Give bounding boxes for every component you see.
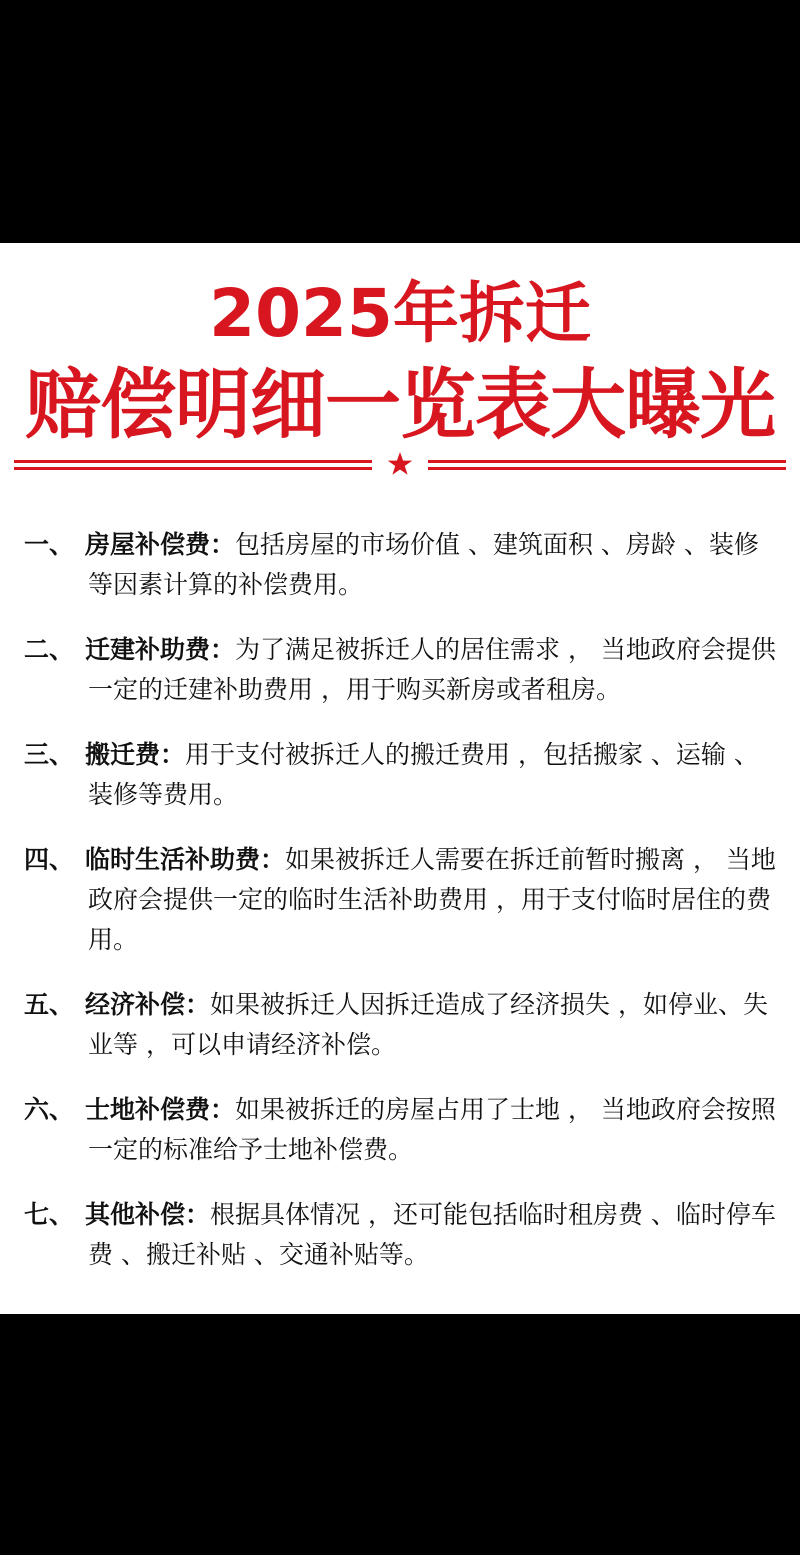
list-item: [24, 840, 780, 960]
list-item: [24, 525, 780, 605]
item-body: 用于支付被拆迁人的搬迁费用 ，包括搬家 、运输 、装修等费用。: [88, 740, 759, 809]
title-line-1: 2025年拆迁: [209, 275, 591, 352]
item-body: 包括房屋的市场价值 、建筑面积 、房龄 、装修等因素计算的补偿费用。: [88, 530, 759, 599]
item-heading: 搬迁费：: [85, 740, 186, 769]
item-heading: 临时生活补助费：: [85, 845, 286, 874]
item-body: 根据具体情况 ，还可能包括临时租房费 、临时停车费 、搬迁补贴 、交通补贴等。: [88, 1200, 776, 1269]
item-body: 为了满足被拆迁人的居住需求 ， 当地政府会提供一定的迁建补助费用 ，用于购买新房或者租房。: [88, 635, 776, 704]
list-item: [24, 1195, 780, 1275]
item-heading: 房屋补偿费：: [85, 530, 236, 559]
list-item: [24, 985, 780, 1065]
divider-rule-left-bottom: [14, 467, 372, 470]
item-body: 如果被拆迁的房屋占用了士地 ， 当地政府会按照一定的标准给予士地补偿费。: [88, 1095, 776, 1164]
title-divider: [14, 451, 786, 485]
item-number: 四、: [24, 845, 75, 874]
divider-rule-right-top: [428, 460, 786, 463]
item-body: 如果被拆迁人需要在拆迁前暂时搬离 ， 当地政府会提供一定的临时生活补助费用 ，用于支付临时居住的费用。: [88, 845, 776, 954]
list-item: [24, 630, 780, 710]
item-number: 七、: [24, 1200, 75, 1229]
title-line-2: 赔偿明细一览表大曝光: [25, 360, 775, 449]
divider-rule-right-bottom: [428, 467, 786, 470]
item-heading: 迁建补助费：: [85, 635, 236, 664]
divider-rule-left-top: [14, 460, 372, 463]
list-item: [24, 735, 780, 815]
item-number: 六、: [24, 1095, 75, 1124]
poster-card: [0, 243, 800, 1314]
compensation-list: [24, 525, 780, 1300]
item-heading: 经济补偿：: [85, 990, 211, 1019]
item-number: 一、: [24, 530, 75, 559]
item-body: 如果被拆迁人因拆迁造成了经济损失 ，如停业、失业等 ，可以申请经济补偿。: [88, 990, 768, 1059]
item-number: 三、: [24, 740, 75, 769]
item-heading: 其他补偿：: [85, 1200, 211, 1229]
item-number: 二、: [24, 635, 75, 664]
item-heading: 士地补偿费：: [85, 1095, 236, 1124]
list-item: [24, 1090, 780, 1170]
item-number: 五、: [24, 990, 75, 1019]
star-icon: [387, 451, 413, 477]
